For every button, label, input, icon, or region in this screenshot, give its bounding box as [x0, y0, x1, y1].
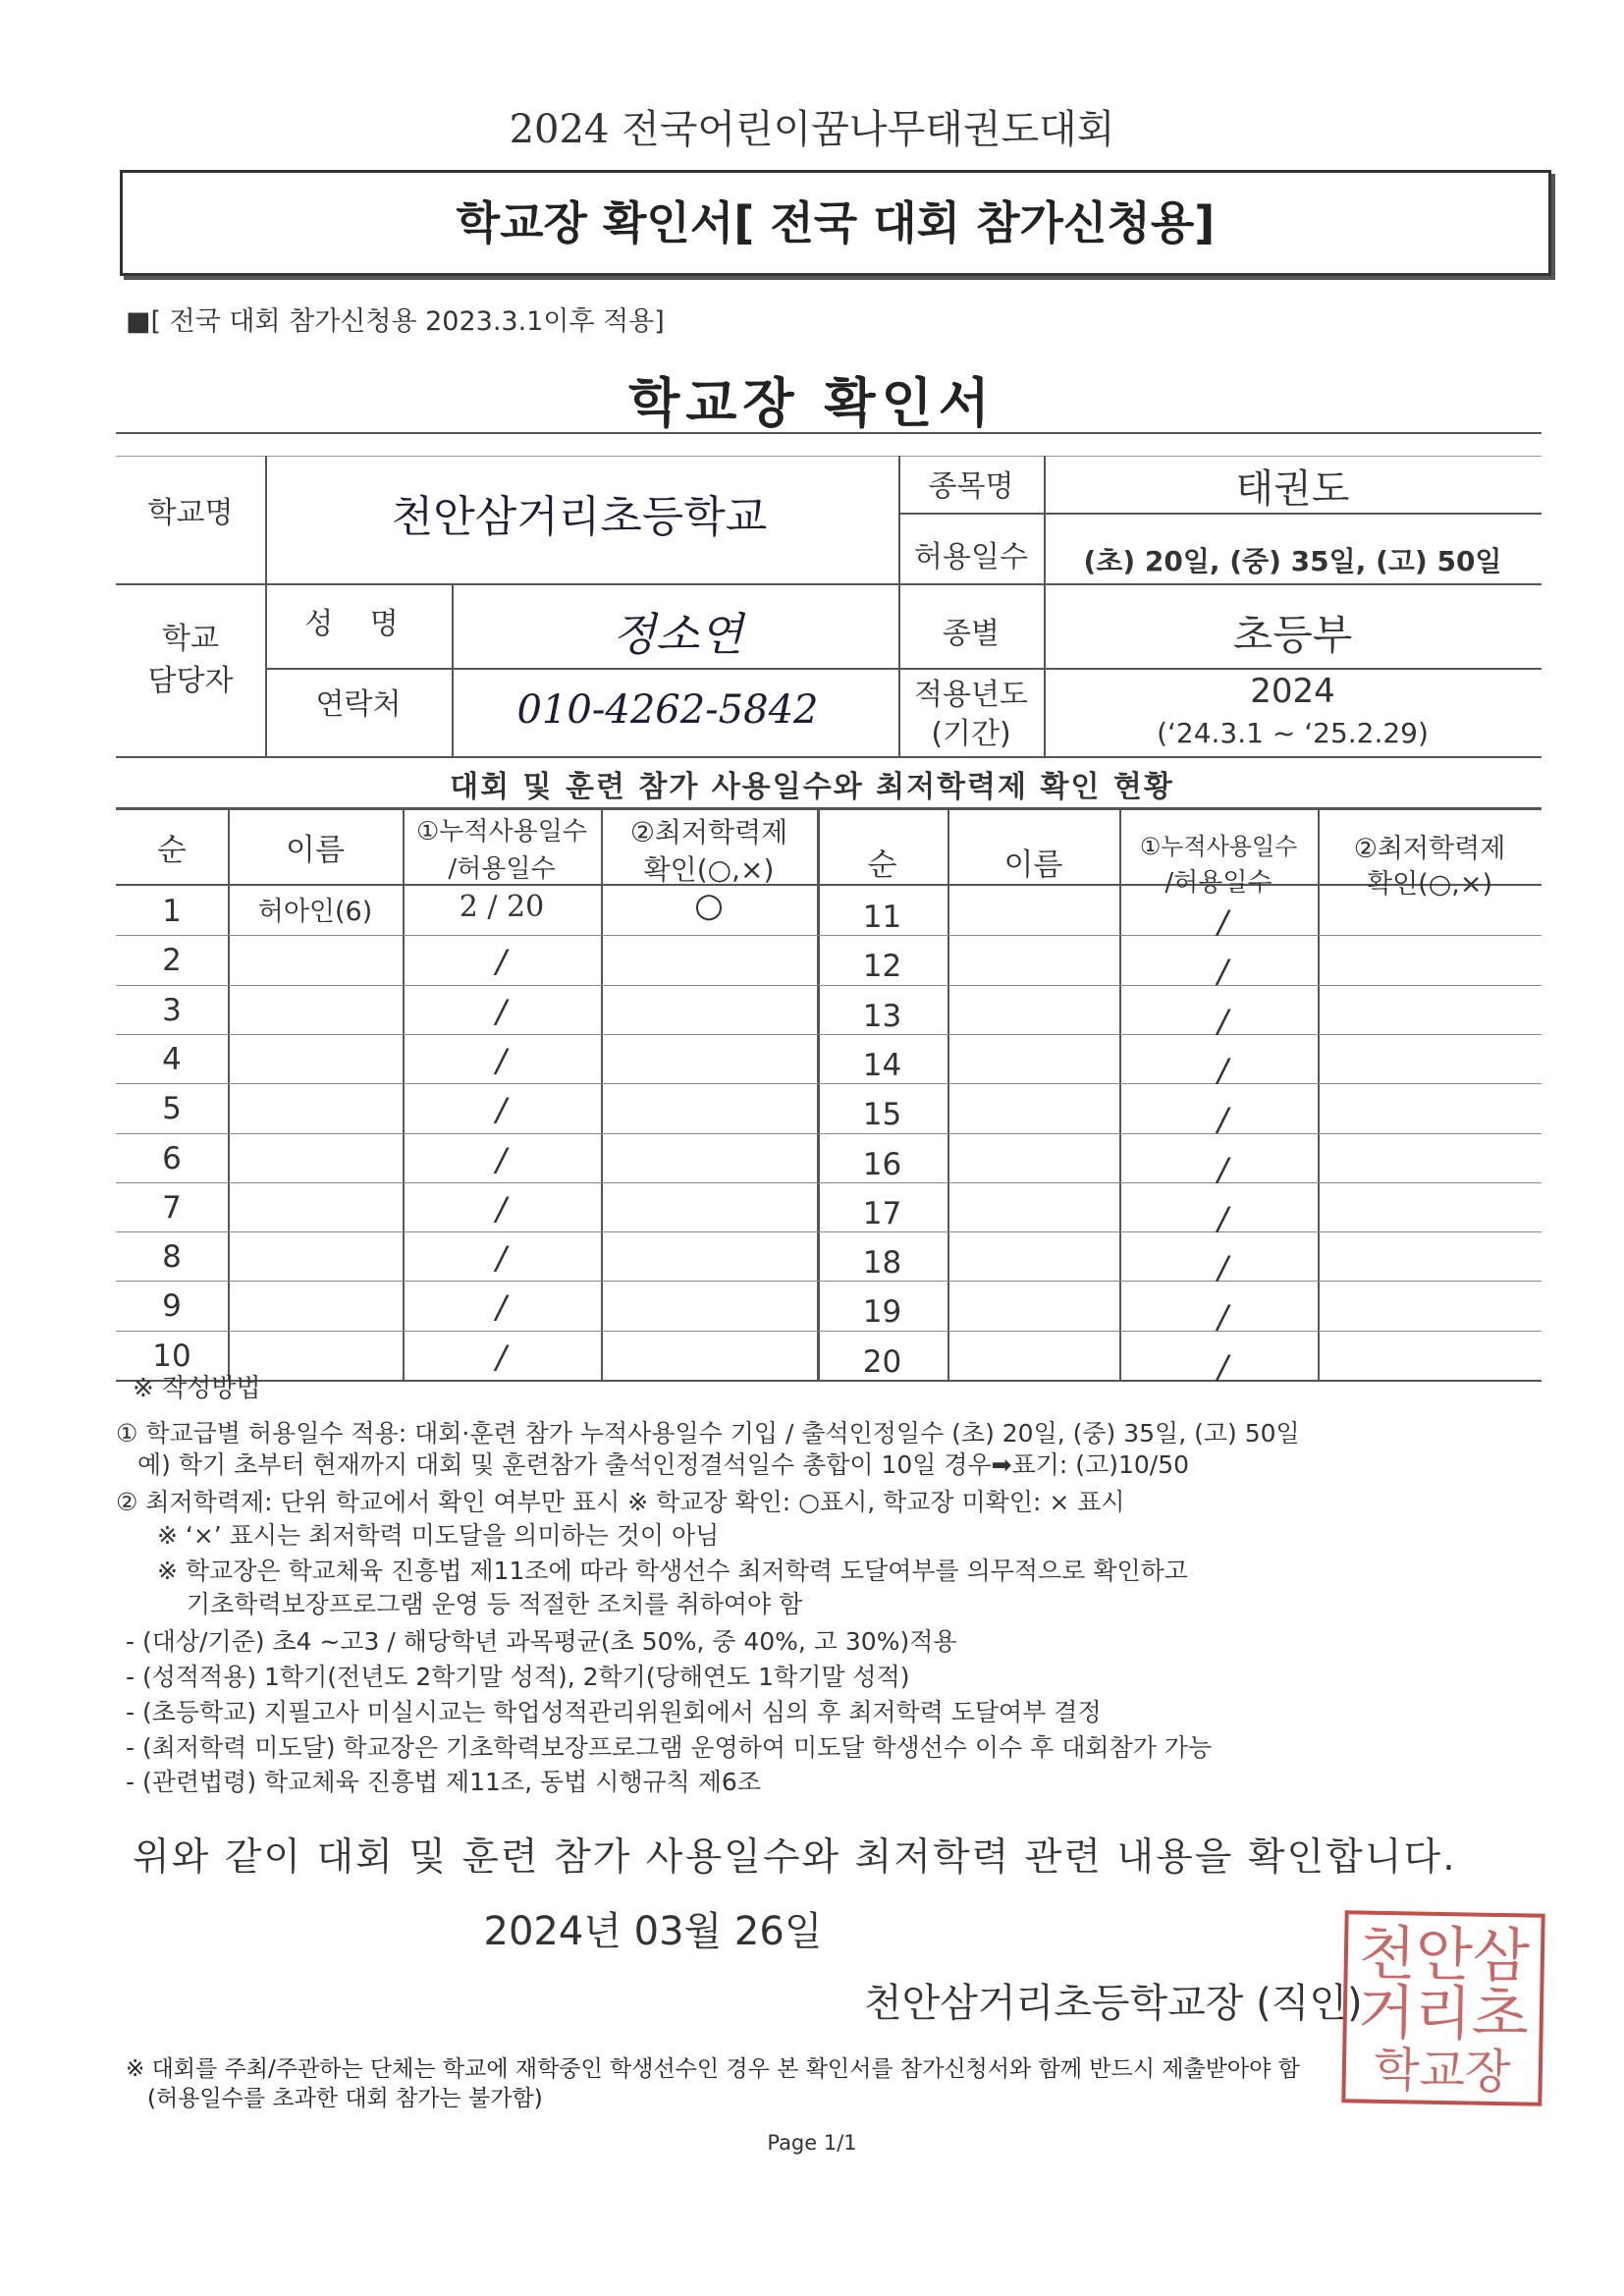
days-slash: /: [496, 1140, 507, 1178]
year-label-2: (기간): [931, 717, 1011, 751]
official-seal: 천안삼 거리초 학교장: [1341, 1910, 1544, 2106]
days-slash: /: [496, 1041, 507, 1079]
year-value: 2024: [1250, 672, 1335, 711]
document-title: 학교장 확인서[ 전국 대회 참가신청용]: [456, 196, 1216, 249]
days-slash: /: [1218, 1150, 1228, 1188]
days-slash: /: [496, 1288, 507, 1327]
school-name: 천안삼거리초등학교: [391, 492, 768, 542]
header-days-right-2: /허용일수: [1164, 868, 1272, 898]
period-value: (‘24.3.1 ~ ‘25.2.29): [1157, 717, 1429, 749]
row-number: 18: [862, 1245, 902, 1282]
days-slash: /: [496, 1189, 507, 1228]
row-number: 17: [862, 1195, 902, 1231]
issue-date: 2024년 03월 26일: [483, 1909, 823, 1954]
days-slash: /: [496, 1091, 507, 1129]
days-slash: /: [1218, 1199, 1228, 1237]
row-number: 5: [162, 1091, 182, 1127]
allowed-days-label: 허용일수: [914, 540, 1028, 574]
header-min-right-1: ②최저학력제: [1353, 834, 1506, 864]
contact-value: 010-4262-5842: [516, 687, 819, 733]
allowed-days-value: (초) 20일, (중) 35일, (고) 50일: [1083, 545, 1502, 577]
days-slash: /: [1218, 1002, 1228, 1040]
manager-label-1: 학교: [162, 622, 219, 656]
header-no-right: 순: [867, 847, 897, 883]
row-1-check: ○: [694, 886, 724, 925]
main-title: 학교장 확인서: [628, 372, 996, 434]
days-slash: /: [496, 1338, 507, 1376]
header-days-left-2: /허용일수: [448, 854, 556, 884]
confirmation-statement: 위와 같이 대회 및 훈련 참가 사용일수와 최저학력 관련 내용을 확인합니다.: [133, 1835, 1457, 1880]
section-title: 대회 및 훈련 참가 사용일수와 최저학력제 확인 현황: [450, 770, 1174, 804]
header-days-left-1: ①누적사용일수: [415, 817, 587, 847]
sport-name: 태권도: [1235, 466, 1350, 512]
row-number: 9: [162, 1288, 182, 1325]
instruction-line: ① 학교급별 허용일수 적용: 대회·훈련 참가 누적사용일수 기입 / 출석인정일수 (초) 20일, (중) 35일, (고) 50일: [116, 1419, 1300, 1448]
row-number: 6: [162, 1140, 182, 1176]
instruction-line: - (성적적용) 1학기(전년도 2학기말 성적), 2학기(당해연도 1학기말 성적): [126, 1663, 910, 1691]
row-number: 14: [862, 1047, 902, 1083]
row-number: 13: [862, 998, 902, 1034]
days-slash: /: [1218, 1298, 1228, 1337]
footnote-1: ※ 대회를 주최/주관하는 단체는 학교에 재학중인 학생선수인 경우 본 확인서를 참가신청서와 함께 반드시 제출받아야 함: [126, 2056, 1300, 2082]
instruction-line: - (대상/기준) 초4 ~고3 / 해당학년 과목평균(초 50%, 중 40%, 고 30%)적용: [126, 1627, 957, 1656]
header-min-left-2: 확인(○,×): [643, 853, 775, 886]
principal-signature: 천안삼거리초등학교장 (직인): [864, 1981, 1363, 2026]
contact-label: 연락처: [315, 687, 402, 722]
header-min-left-1: ②최저학력제: [629, 816, 788, 848]
days-slash: /: [496, 1239, 507, 1278]
row-number: 19: [862, 1294, 902, 1331]
event-title: 2024 전국어린이꿈나무태권도대회: [509, 107, 1115, 152]
school-label: 학교명: [147, 496, 234, 530]
year-label-1: 적용년도: [914, 678, 1028, 712]
row-number: 3: [162, 992, 182, 1028]
days-slash: /: [1218, 953, 1228, 991]
row-number: 10: [152, 1338, 191, 1374]
days-slash: /: [1218, 1249, 1228, 1287]
header-name-left: 이름: [286, 833, 345, 868]
category-label: 종별: [943, 617, 1000, 651]
header-name-right: 이름: [1003, 847, 1063, 883]
manager-label-2: 담당자: [147, 664, 234, 698]
instruction-line: - (관련법령) 학교체육 진흥법 제11조, 동법 시행규칙 제6조: [126, 1768, 761, 1796]
row-number: 8: [162, 1239, 182, 1276]
instructions-heading: ※ 작성방법: [133, 1374, 261, 1403]
header-min-right-2: 확인(○,×): [1367, 869, 1492, 900]
instruction-line: ※ ‘×’ 표시는 최저학력 미도달을 의미하는 것이 아님: [157, 1521, 720, 1550]
row-number: 16: [862, 1146, 902, 1182]
days-slash: /: [1218, 903, 1228, 941]
page-number: Page 1/1: [767, 2131, 857, 2155]
header-no-left: 순: [157, 833, 187, 868]
instruction-line: 기초학력보장프로그램 운영 등 적절한 조치를 취하여야 함: [187, 1590, 803, 1618]
row-1-name: 허아인(6): [257, 897, 373, 927]
category-value: 초등부: [1232, 611, 1353, 659]
row-number: 11: [862, 900, 902, 935]
row-number: 12: [862, 949, 902, 985]
header-days-right-1: ①누적사용일수: [1139, 833, 1298, 860]
row-number: 20: [862, 1343, 902, 1380]
document-title-box: [120, 170, 1551, 276]
days-slash: /: [1218, 1347, 1228, 1386]
instruction-line: ② 최저학력제: 단위 학교에서 확인 여부만 표시 ※ 학교장 확인: ○표시, 학교장 미확인: × 표시: [116, 1488, 1125, 1516]
days-slash: /: [1218, 1101, 1228, 1139]
row-number: 15: [862, 1097, 902, 1133]
row-number: 4: [162, 1041, 182, 1077]
applicability-note: ■[ 전국 대회 참가신청용 2023.3.1이후 적용]: [126, 306, 665, 337]
row-number: 7: [162, 1189, 182, 1226]
footnote-2: (허용일수를 초과한 대회 참가는 불가함): [147, 2086, 543, 2111]
days-slash: /: [1218, 1051, 1228, 1089]
name-label: 성 명: [304, 607, 412, 641]
row-number: 2: [162, 943, 182, 979]
row-1-days: 2 / 20: [459, 890, 545, 924]
instruction-line: ※ 학교장은 학교체육 진흥법 제11조에 따라 학생선수 최저학력 도달여부를 의무적으로 확인하고: [157, 1557, 1188, 1585]
days-slash: /: [496, 943, 507, 981]
instruction-line: - (초등학교) 지필고사 미실시교는 학업성적관리위원회에서 심의 후 최저학력 도달여부 결정: [126, 1698, 1102, 1726]
row-number: 1: [162, 894, 182, 929]
instruction-line: - (최저학력 미도달) 학교장은 기초학력보장프로그램 운영하여 미도달 학생선수 이수 후 대회참가 가능: [126, 1733, 1213, 1762]
sport-label: 종목명: [928, 469, 1014, 504]
instruction-line: 예) 학기 초부터 현재까지 대회 및 훈련참가 출석인정결석일수 총합이 10일 경우➡표기: (고)10/50: [137, 1450, 1190, 1479]
manager-name: 정소연: [612, 608, 743, 661]
days-slash: /: [496, 992, 507, 1030]
